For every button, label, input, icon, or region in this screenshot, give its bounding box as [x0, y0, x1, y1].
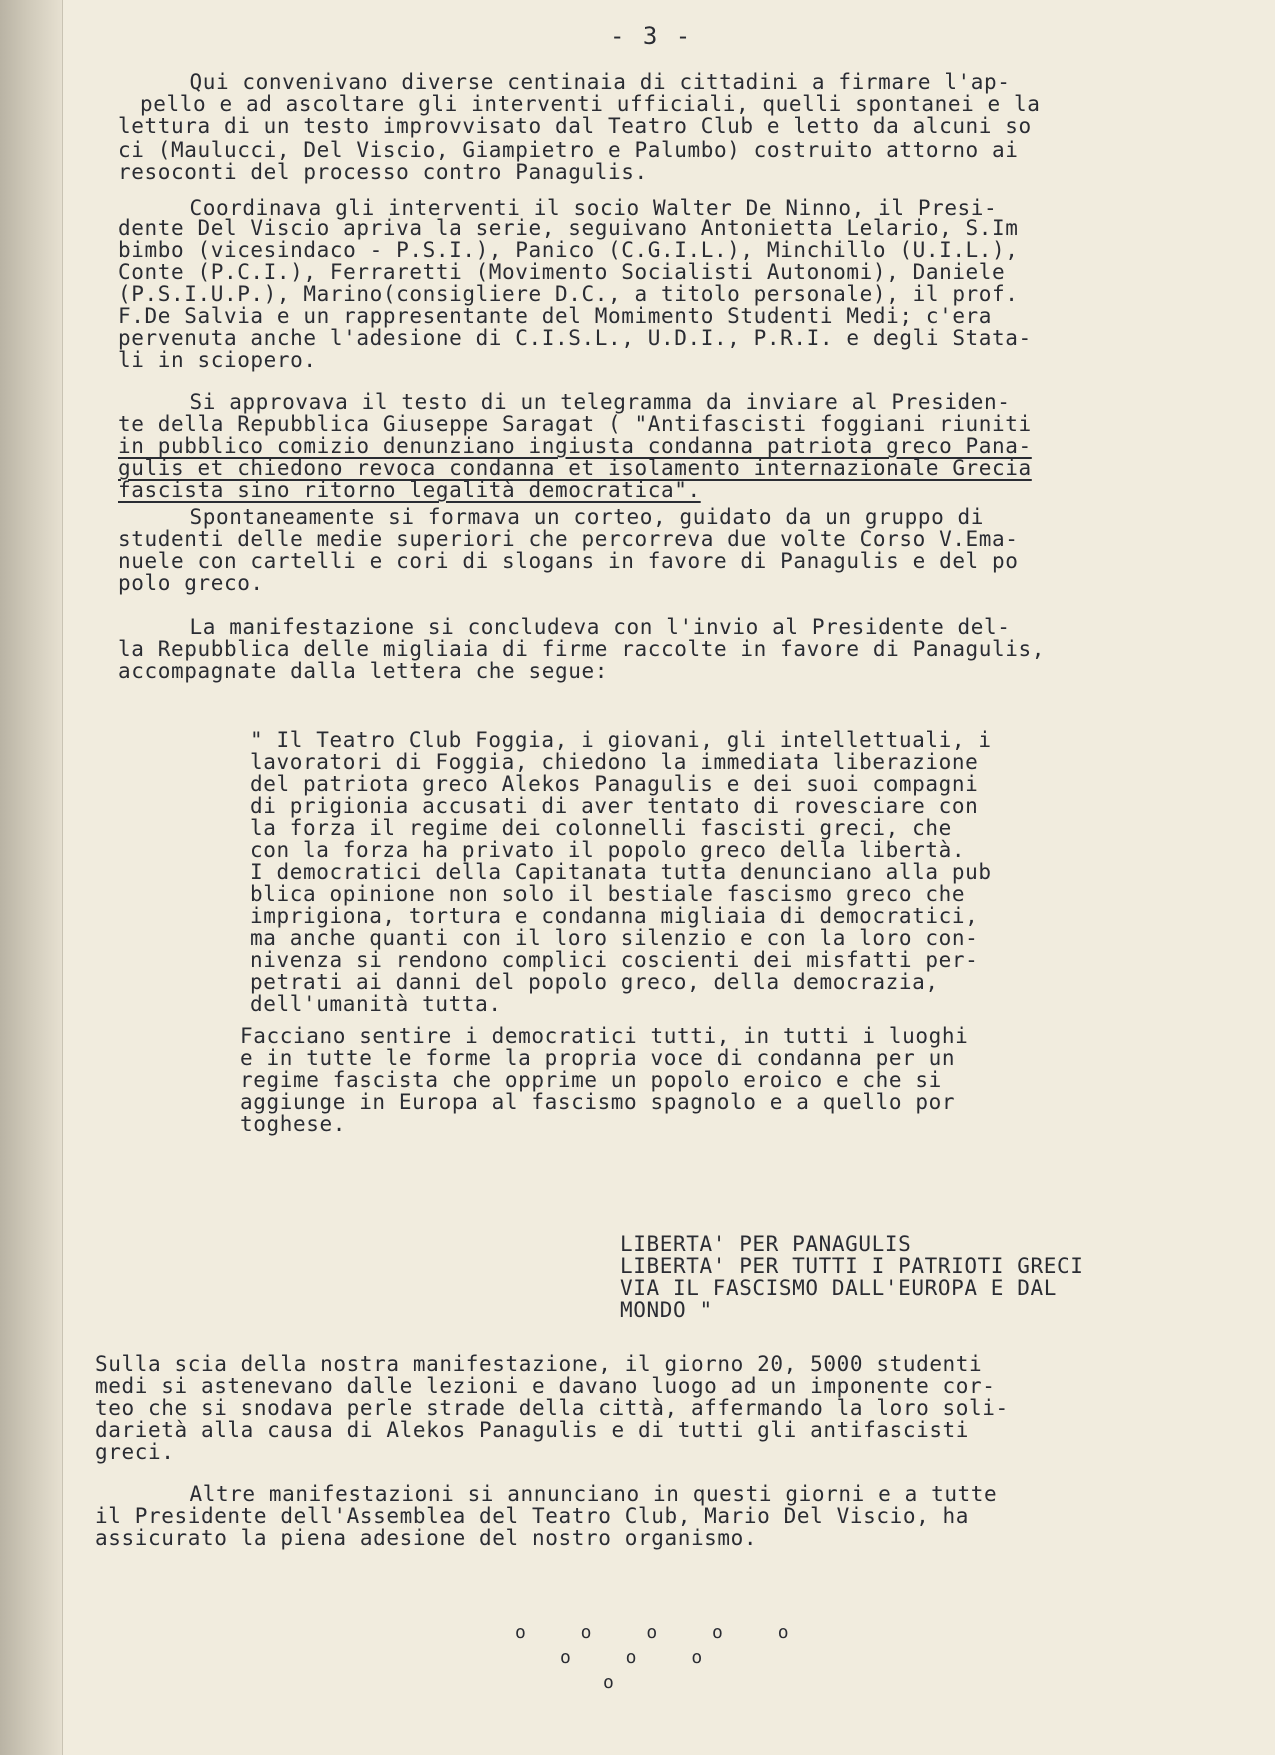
text-line: nuele con cartelli e cori di slogans in favore di Panagulis e del po	[118, 549, 1019, 573]
text-line: con la forza ha privato il popolo greco della libertà.	[250, 838, 966, 862]
text-line: teo che si snodava perle strade della città, affermando la loro soli-	[95, 1396, 1009, 1420]
text-line: studenti delle medie superiori che percorreva due volte Corso V.Ema-	[118, 527, 1019, 551]
text-line: bimbo (vicesindaco - P.S.I.), Panico (C.G.I.L.), Minchillo (U.I.L.),	[118, 238, 1019, 262]
text-line: Si approvava il testo di un telegramma da inviare al Presiden-	[110, 390, 1011, 414]
text-line: petrati ai danni del popolo greco, della democrazia,	[250, 970, 939, 994]
text-line: e in tutte le forme la propria voce di condanna per un	[240, 1046, 956, 1070]
text-line: ci (Maulucci, Del Viscio, Giampietro e Palumbo) costruito attorno ai	[118, 138, 1019, 162]
divider-dots-row-3: o	[603, 1672, 636, 1693]
text-line: te della Repubblica Giuseppe Saragat ( "Antifascisti foggiani riuniti	[118, 412, 1032, 436]
text-line: F.De Salvia e un rappresentante del Momimento Studenti Medi; c'era	[118, 304, 993, 328]
text-line: regime fascista che opprime un popolo eroico e che si	[240, 1068, 942, 1092]
text-line: assicurato la piena adesione del nostro organismo.	[95, 1526, 758, 1550]
text-line: Coordinava gli interventi il socio Walter De Ninno, il Presi-	[110, 196, 998, 220]
text-line: pervenuta anche l'adesione di C.I.S.L., U.D.I., P.R.I. e degli Stata-	[118, 326, 1032, 350]
text-line: accompagnate dalla lettera che segue:	[118, 659, 608, 683]
text-line: Facciano sentire i democratici tutti, in tutti i luoghi	[240, 1024, 969, 1048]
text-line: dell'umanità tutta.	[250, 992, 502, 1016]
text-line: imprigiona, tortura e condanna migliaia di democratici,	[250, 904, 979, 928]
text-line: gulis et chiedono revoca condanna et isolamento internazionale Grecia	[118, 456, 1032, 480]
divider-dots-row-1: o o o o o	[515, 1622, 811, 1643]
text-line: (P.S.I.U.P.), Marino(consigliere D.C., a titolo personale), il prof.	[118, 282, 1019, 306]
text-line: polo greco.	[118, 571, 264, 595]
text-line: lavoratori di Foggia, chiedono la immediata liberazione	[250, 750, 979, 774]
text-line: toghese.	[240, 1112, 346, 1136]
text-line: resoconti del processo contro Panagulis.	[118, 160, 648, 184]
text-line: dente Del Viscio apriva la serie, seguivano Antonietta Lelario, S.Im	[118, 216, 1019, 240]
text-line: Qui convenivano diverse centinaia di cittadini a firmare l'ap-	[110, 70, 1011, 94]
text-line: in pubblico comizio denunziano ingiusta condanna patriota greco Pana-	[118, 434, 1032, 458]
text-line: aggiunge in Europa al fascismo spagnolo e a quello por	[240, 1090, 956, 1114]
text-line: fascista sino ritorno legalità democratica".	[118, 478, 701, 502]
text-line: greci.	[95, 1440, 175, 1464]
divider-dots-row-2: o o o	[560, 1647, 725, 1668]
text-line: li in sciopero.	[118, 348, 317, 372]
text-line: la forza il regime dei colonnelli fascisti greci, che	[250, 816, 952, 840]
text-line: pello e ad ascoltare gli interventi ufficiali, quelli spontanei e la	[140, 92, 1041, 116]
text-line: " Il Teatro Club Foggia, i giovani, gli intellettuali, i	[250, 728, 992, 752]
text-line: Sulla scia della nostra manifestazione, il giorno 20, 5000 studenti	[95, 1352, 983, 1376]
text-line: darietà alla causa di Alekos Panagulis e di tutti gli antifascisti	[95, 1418, 970, 1442]
text-line: nivenza si rendono complici coscienti dei misfatti per-	[250, 948, 979, 972]
binding-gutter	[0, 0, 63, 1755]
text-line: ma anche quanti con il loro silenzio e con la loro con-	[250, 926, 979, 950]
text-line: LIBERTA' PER TUTTI I PATRIOTI GRECI	[620, 1254, 1084, 1278]
text-line: Altre manifestazioni si annunciano in questi giorni e a tutte	[110, 1482, 998, 1506]
text-line: Conte (P.C.I.), Ferraretti (Movimento Socialisti Autonomi), Daniele	[118, 260, 1006, 284]
text-line: Spontaneamente si formava un corteo, guidato da un gruppo di	[110, 505, 985, 529]
text-line: MONDO "	[620, 1298, 713, 1322]
text-line: di prigionia accusati di aver tentato di rovesciare con	[250, 794, 979, 818]
text-line: lettura di un testo improvvisato dal Teatro Club e letto da alcuni so	[118, 114, 1032, 138]
text-line: LIBERTA' PER PANAGULIS	[620, 1232, 912, 1256]
text-line: VIA IL FASCISMO DALL'EUROPA E DAL	[620, 1276, 1058, 1300]
text-line: I democratici della Capitanata tutta denunciano alla pub	[250, 860, 992, 884]
text-line: La manifestazione si concludeva con l'invio al Presidente del-	[110, 615, 1011, 639]
text-line: la Repubblica delle migliaia di firme raccolte in favore di Panagulis,	[118, 637, 1046, 661]
text-line: medi si astenevano dalle lezioni e davano luogo ad un imponente cor-	[95, 1374, 996, 1398]
text-line: il Presidente dell'Assemblea del Teatro Club, Mario Del Viscio, ha	[95, 1504, 970, 1528]
page-number: - 3 -	[610, 22, 693, 50]
text-line: del patriota greco Alekos Panagulis e dei suoi compagni	[250, 772, 979, 796]
text-line: blica opinione non solo il bestiale fascismo greco che	[250, 882, 966, 906]
